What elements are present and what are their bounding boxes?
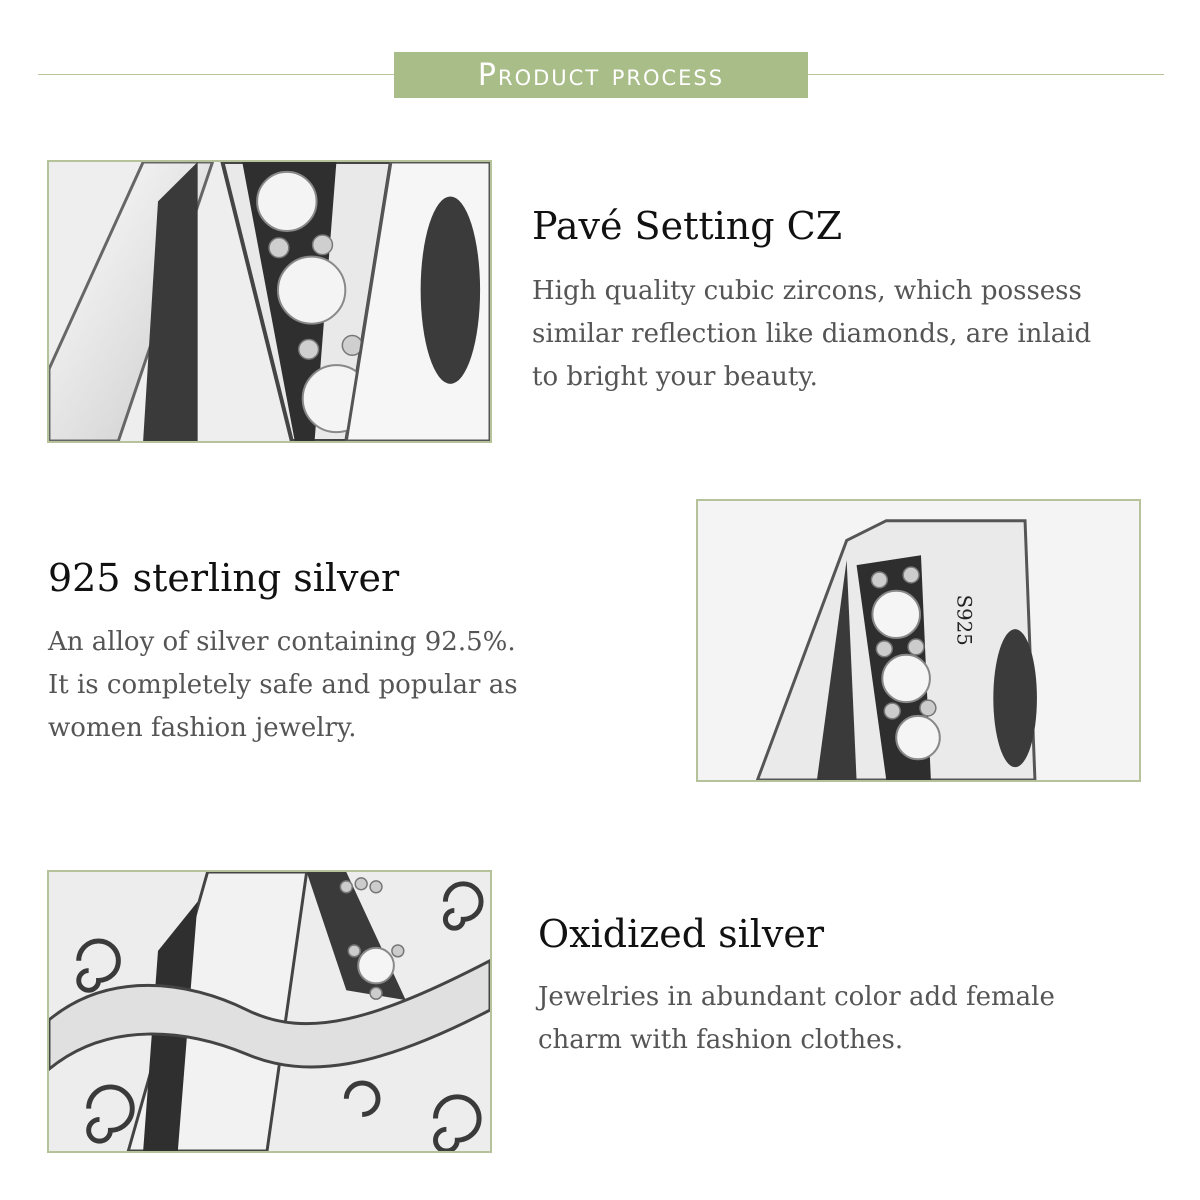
feature-description-sterling <box>48 621 648 750</box>
description-line: women fashion jewelry. <box>48 713 357 743</box>
description-line: charm with fashion clothes. <box>538 1025 904 1055</box>
section-title: Product process <box>477 57 725 93</box>
description-line: It is completely safe and popular as <box>48 670 518 700</box>
feature-description-pave <box>532 270 1172 399</box>
oxidized-silver-photo <box>47 870 492 1153</box>
header-rule-right <box>808 74 1164 75</box>
description-line: An alloy of silver containing 92.5%. <box>48 627 516 657</box>
header-rule-left <box>38 74 394 75</box>
s925-stamp-photo <box>696 499 1141 782</box>
feature-title-sterling: 925 sterling silver <box>48 556 400 600</box>
feature-description-oxidized <box>538 976 1178 1062</box>
section-banner <box>394 52 808 98</box>
pave-setting-photo <box>47 160 492 443</box>
s925-stamp-text: S925 <box>952 594 976 646</box>
description-line: Jewelries in abundant color add female <box>538 982 1055 1012</box>
description-line: similar reflection like diamonds, are inlaid <box>532 319 1092 349</box>
description-line: to bright your beauty. <box>532 362 818 392</box>
feature-title-pave: Pavé Setting CZ <box>532 204 843 248</box>
feature-title-oxidized: Oxidized silver <box>538 912 825 956</box>
description-line: High quality cubic zircons, which possess <box>532 276 1082 306</box>
